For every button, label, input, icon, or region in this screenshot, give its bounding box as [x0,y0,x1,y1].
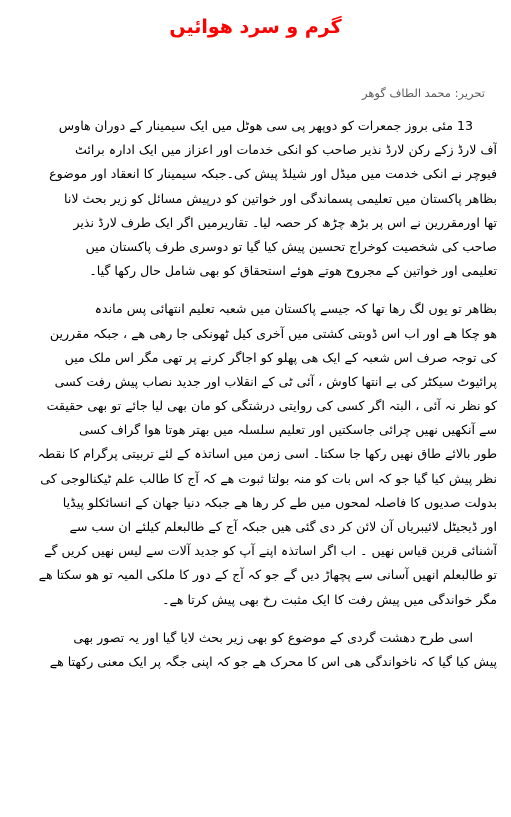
text-line: تھا اورمقررین نے اس پر بڑھ چڑھ کر حصہ لیا۔ تقاریرمیں اگر ایک طرف لارڈ نذیر [73,214,497,230]
text-line: تو طالبعلم انھیں آسانی سے پچھاڑ دیں گے جو کہ آج کے دور کا ملکی المیہ تو ھو سکتا ھے [38,567,497,583]
text-line: 13 مئی بروز جمعرات کو دوپھر پی سی ھوٹل میں ایک سیمینار کے دوران ھاوس [58,118,473,133]
text-line: سے آنکھیں نھیں چرائی جاسکتیں اور تعلیم سلسلہ میں بھتر ھوتا ھوا گراف کسی [78,422,497,438]
text-line: اور ڈیجیٹل لائیبریاں آن لائن کر دی گئی ھیں جبکہ آج کے طالبعلم کیلئے ان سب سے [69,519,497,534]
text-line: کو نظر نہ آئی ، البتہ اگر کسی کی روایتی درشتگی کو مان بھی لیا جائے تو بھی حقیقت [46,398,497,414]
text-line: بظاھر پاکستان میں تعلیمی پسماندگی اور خواتین کو درپیش مسائل کو زیر بحث لانا [63,190,497,206]
text-line: تعلیمی اور خواتین کے مجروح ھوتے ھوئے استحقاق کو بھی شامل حال رکھا گیا۔ [89,263,497,279]
text-line: کی توجہ صرف اس شعبہ کے ایک ھی پھلو کو اجاگر کرنے پر تھی مگر اس ملک میں [64,349,497,365]
text-line: ھو چکا ھے اور اب اس ڈوبتی کشتی میں آخری کیل ٹھونکی جا رھی ھے ، جبکہ مقررین [49,325,497,341]
text-line: پرائیوٹ سیکٹر کی بے انتھا کاوش ، آئی ٹی کے انقلاب اور جدید نصاب پیش رفت کسی [54,373,497,389]
text-line: صاحب کی شخصیت کوخراج تحسین پیش کیا گیا تو دوسری طرف پاکستان میں [85,238,497,254]
text-line: فیوچر نے انکی خدمت میں میڈل اور شیلڈ پیش کی۔جبکہ سیمینار کا انعقاد اور موضوع [49,166,497,182]
text-line: اسی طرح دھشت گردی کے موضوع کو بھی زیر بحث لایا گیا اور یہ تصور بھی [73,629,473,645]
article-body [14,114,497,674]
text-line: بظاھر تو یوں لگ رھا تھا کہ جیسے پاکستان میں شعبہ تعلیم انتھائی پس ماندہ [94,301,497,317]
text-line: بدولت صدیوں کا فاصلہ لمحوں میں طے کر رھا ھے جبکہ دنیا جھان کے انسائکلو پیڈیا [62,494,497,510]
text-line: آشنائی قرین قیاس نھیں ۔ اب اگر اساتذہ اپنے آپ کو جدید آلات سے لیس نھیں کریں گے [44,543,497,559]
text-line: آف لارڈ زکے رکن لارڈ نذیر صاحب کو انکی خدمات اور اعزاز میں ایک ادارہ برائٹ [74,142,497,158]
paragraph-3 [14,626,497,674]
paragraph-1 [14,114,497,283]
text-line: نظر پیش کیا گیا جو کہ اس بات کو منہ بولتا ثبوت ھے کہ آج کا طالب علم ٹیکنالوجی کی [40,470,497,486]
article-byline: تحریر: محمد الطاف گوھر [361,86,485,100]
text-line: پیش کیا گیا کہ ناخواندگی ھی اس کا محرک ھے جو کہ اپنی جگہ پر ایک معنی رکھتا ھے [49,653,497,669]
article-title: گرم و سرد ھوائیں [169,16,342,38]
text-line: طور بالائے طاق نھیں رکھا جا سکتا۔ اسی زمن میں اساتذہ کے لئے تربیتی پرگرام کا نقطہ [37,446,497,462]
text-line: مگر خواندگی میں پیش رفت کا ایک مثبت رخ بھی پیش کرتا ھے۔ [162,591,497,607]
paragraph-gap [14,283,497,297]
paragraph-2 [14,297,497,611]
paragraph-gap [14,612,497,626]
